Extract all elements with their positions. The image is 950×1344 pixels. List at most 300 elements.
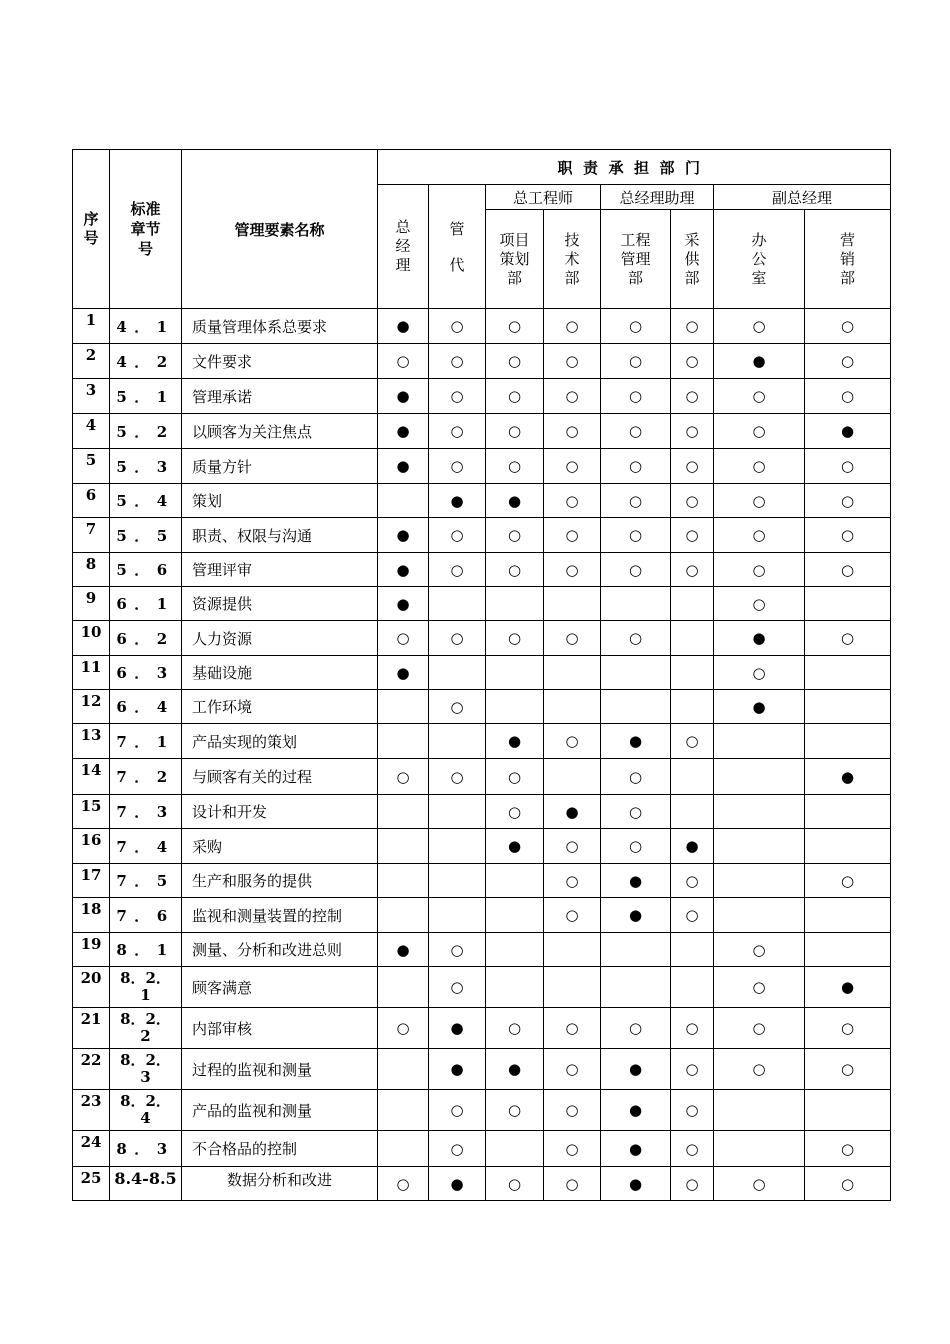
primary-responsibility-mark: ● <box>671 829 714 864</box>
empty-cell <box>429 795 486 829</box>
related-responsibility-mark: ○ <box>671 518 714 553</box>
related-responsibility-mark: ○ <box>429 621 486 656</box>
primary-responsibility-mark: ● <box>486 724 544 759</box>
related-responsibility-mark: ○ <box>544 1008 601 1049</box>
table-row <box>73 1049 891 1090</box>
empty-cell <box>378 1131 429 1167</box>
related-responsibility-mark: ○ <box>714 656 805 690</box>
related-responsibility-mark: ○ <box>429 553 486 587</box>
row-section: 6．1 <box>110 587 182 621</box>
empty-cell <box>601 690 671 724</box>
related-responsibility-mark: ○ <box>601 379 671 414</box>
related-responsibility-mark: ○ <box>429 309 486 344</box>
related-responsibility-mark: ○ <box>671 449 714 484</box>
empty-cell <box>714 1090 805 1131</box>
empty-cell <box>378 690 429 724</box>
related-responsibility-mark: ○ <box>805 1049 891 1090</box>
row-number: 8 <box>73 553 110 587</box>
primary-responsibility-mark: ● <box>601 898 671 933</box>
related-responsibility-mark: ○ <box>671 414 714 449</box>
empty-cell <box>378 967 429 1008</box>
related-responsibility-mark: ○ <box>429 1090 486 1131</box>
header-dept-title: 职责承担部门 <box>378 150 891 185</box>
row-element-name: 顾客满意 <box>182 967 378 1008</box>
empty-cell <box>378 864 429 898</box>
empty-cell <box>378 484 429 518</box>
related-responsibility-mark: ○ <box>601 1008 671 1049</box>
related-responsibility-mark: ○ <box>544 724 601 759</box>
empty-cell <box>601 656 671 690</box>
related-responsibility-mark: ○ <box>544 518 601 553</box>
related-responsibility-mark: ○ <box>671 484 714 518</box>
table-row <box>73 933 891 967</box>
related-responsibility-mark: ○ <box>601 484 671 518</box>
empty-cell <box>544 967 601 1008</box>
table-row <box>73 344 891 379</box>
row-section: 5．6 <box>110 553 182 587</box>
primary-responsibility-mark: ● <box>378 587 429 621</box>
empty-cell <box>714 898 805 933</box>
row-number: 11 <box>73 656 110 690</box>
related-responsibility-mark: ○ <box>429 933 486 967</box>
table-row <box>73 724 891 759</box>
related-responsibility-mark: ○ <box>486 759 544 795</box>
related-responsibility-mark: ○ <box>486 1090 544 1131</box>
related-responsibility-mark: ○ <box>805 449 891 484</box>
related-responsibility-mark: ○ <box>714 1167 805 1201</box>
table-row <box>73 553 891 587</box>
related-responsibility-mark: ○ <box>671 724 714 759</box>
row-number: 10 <box>73 621 110 656</box>
primary-responsibility-mark: ● <box>601 864 671 898</box>
empty-cell <box>378 1090 429 1131</box>
related-responsibility-mark: ○ <box>671 1008 714 1049</box>
empty-cell <box>378 724 429 759</box>
related-responsibility-mark: ○ <box>671 898 714 933</box>
primary-responsibility-mark: ● <box>378 449 429 484</box>
empty-cell <box>544 656 601 690</box>
related-responsibility-mark: ○ <box>714 518 805 553</box>
row-element-name: 不合格品的控制 <box>182 1131 378 1167</box>
matrix-body <box>73 309 891 1201</box>
related-responsibility-mark: ○ <box>714 484 805 518</box>
related-responsibility-mark: ○ <box>486 379 544 414</box>
empty-cell <box>805 795 891 829</box>
row-element-name: 产品的监视和测量 <box>182 1090 378 1131</box>
row-element-name: 基础设施 <box>182 656 378 690</box>
empty-cell <box>486 967 544 1008</box>
row-element-name: 内部审核 <box>182 1008 378 1049</box>
related-responsibility-mark: ○ <box>671 1131 714 1167</box>
header-dept-technical: 技 术 部 <box>544 210 601 309</box>
table-row <box>73 379 891 414</box>
row-element-name: 以顾客为关注焦点 <box>182 414 378 449</box>
empty-cell <box>714 724 805 759</box>
related-responsibility-mark: ○ <box>429 967 486 1008</box>
row-section: 4．1 <box>110 309 182 344</box>
row-number: 2 <box>73 344 110 379</box>
row-element-name: 测量、分析和改进总则 <box>182 933 378 967</box>
header-dept-engineering-mgmt: 工程 管理 部 <box>601 210 671 309</box>
primary-responsibility-mark: ● <box>714 621 805 656</box>
related-responsibility-mark: ○ <box>601 553 671 587</box>
primary-responsibility-mark: ● <box>544 795 601 829</box>
related-responsibility-mark: ○ <box>671 1167 714 1201</box>
primary-responsibility-mark: ● <box>601 1049 671 1090</box>
related-responsibility-mark: ○ <box>378 344 429 379</box>
row-section: 5．4 <box>110 484 182 518</box>
row-number: 5 <box>73 449 110 484</box>
related-responsibility-mark: ○ <box>671 864 714 898</box>
related-responsibility-mark: ○ <box>671 553 714 587</box>
row-number: 23 <box>73 1090 110 1131</box>
empty-cell <box>544 690 601 724</box>
empty-cell <box>601 587 671 621</box>
row-section: 4．2 <box>110 344 182 379</box>
related-responsibility-mark: ○ <box>544 621 601 656</box>
empty-cell <box>429 587 486 621</box>
header-seq: 序 号 <box>73 150 110 309</box>
table-row <box>73 587 891 621</box>
related-responsibility-mark: ○ <box>714 933 805 967</box>
primary-responsibility-mark: ● <box>429 1008 486 1049</box>
primary-responsibility-mark: ● <box>429 1049 486 1090</box>
row-element-name: 质量管理体系总要求 <box>182 309 378 344</box>
row-section: 7．5 <box>110 864 182 898</box>
row-number: 24 <box>73 1131 110 1167</box>
empty-cell <box>486 898 544 933</box>
related-responsibility-mark: ○ <box>544 1049 601 1090</box>
table-row <box>73 449 891 484</box>
table-row <box>73 414 891 449</box>
empty-cell <box>486 933 544 967</box>
related-responsibility-mark: ○ <box>805 1131 891 1167</box>
row-section: 5．5 <box>110 518 182 553</box>
row-number: 19 <box>73 933 110 967</box>
primary-responsibility-mark: ● <box>601 1167 671 1201</box>
empty-cell <box>805 933 891 967</box>
row-section: 7．3 <box>110 795 182 829</box>
row-number: 25 <box>73 1167 110 1201</box>
row-section: 8．2． 4 <box>110 1090 182 1131</box>
related-responsibility-mark: ○ <box>429 518 486 553</box>
table-row <box>73 829 891 864</box>
empty-cell <box>429 724 486 759</box>
row-element-name: 采购 <box>182 829 378 864</box>
related-responsibility-mark: ○ <box>601 309 671 344</box>
related-responsibility-mark: ○ <box>378 1008 429 1049</box>
empty-cell <box>671 690 714 724</box>
related-responsibility-mark: ○ <box>601 518 671 553</box>
row-element-name: 管理承诺 <box>182 379 378 414</box>
related-responsibility-mark: ○ <box>805 553 891 587</box>
row-section: 8．2． 3 <box>110 1049 182 1090</box>
row-element-name: 策划 <box>182 484 378 518</box>
row-section: 7．4 <box>110 829 182 864</box>
empty-cell <box>544 587 601 621</box>
empty-cell <box>671 587 714 621</box>
primary-responsibility-mark: ● <box>805 414 891 449</box>
related-responsibility-mark: ○ <box>805 1167 891 1201</box>
related-responsibility-mark: ○ <box>544 449 601 484</box>
empty-cell <box>671 621 714 656</box>
related-responsibility-mark: ○ <box>486 795 544 829</box>
related-responsibility-mark: ○ <box>429 379 486 414</box>
related-responsibility-mark: ○ <box>671 1049 714 1090</box>
related-responsibility-mark: ○ <box>544 829 601 864</box>
row-element-name: 产品实现的策划 <box>182 724 378 759</box>
row-section: 6．2 <box>110 621 182 656</box>
related-responsibility-mark: ○ <box>805 864 891 898</box>
empty-cell <box>486 656 544 690</box>
row-section: 5．1 <box>110 379 182 414</box>
related-responsibility-mark: ○ <box>378 759 429 795</box>
header-element-name: 管理要素名称 <box>182 150 378 309</box>
row-number: 16 <box>73 829 110 864</box>
primary-responsibility-mark: ● <box>486 1049 544 1090</box>
empty-cell <box>805 829 891 864</box>
related-responsibility-mark: ○ <box>671 1090 714 1131</box>
primary-responsibility-mark: ● <box>805 967 891 1008</box>
related-responsibility-mark: ○ <box>544 309 601 344</box>
empty-cell <box>378 795 429 829</box>
related-responsibility-mark: ○ <box>429 344 486 379</box>
related-responsibility-mark: ○ <box>805 379 891 414</box>
row-number: 12 <box>73 690 110 724</box>
related-responsibility-mark: ○ <box>805 344 891 379</box>
related-responsibility-mark: ○ <box>486 309 544 344</box>
primary-responsibility-mark: ● <box>601 1090 671 1131</box>
row-number: 21 <box>73 1008 110 1049</box>
empty-cell <box>544 933 601 967</box>
empty-cell <box>671 759 714 795</box>
empty-cell <box>671 795 714 829</box>
row-element-name: 职责、权限与沟通 <box>182 518 378 553</box>
row-element-name: 设计和开发 <box>182 795 378 829</box>
related-responsibility-mark: ○ <box>486 553 544 587</box>
header-group-deputy-gm: 副总经理 <box>714 185 891 210</box>
related-responsibility-mark: ○ <box>544 1167 601 1201</box>
related-responsibility-mark: ○ <box>601 795 671 829</box>
related-responsibility-mark: ○ <box>714 414 805 449</box>
empty-cell <box>378 829 429 864</box>
empty-cell <box>601 967 671 1008</box>
row-section: 8.4-8.5 <box>110 1167 182 1201</box>
row-section: 5．3 <box>110 449 182 484</box>
empty-cell <box>378 1049 429 1090</box>
related-responsibility-mark: ○ <box>486 449 544 484</box>
related-responsibility-mark: ○ <box>544 379 601 414</box>
row-section: 8．2． 1 <box>110 967 182 1008</box>
related-responsibility-mark: ○ <box>429 414 486 449</box>
primary-responsibility-mark: ● <box>378 933 429 967</box>
primary-responsibility-mark: ● <box>714 344 805 379</box>
related-responsibility-mark: ○ <box>601 414 671 449</box>
row-element-name: 过程的监视和测量 <box>182 1049 378 1090</box>
empty-cell <box>544 759 601 795</box>
primary-responsibility-mark: ● <box>378 309 429 344</box>
row-number: 9 <box>73 587 110 621</box>
primary-responsibility-mark: ● <box>378 414 429 449</box>
related-responsibility-mark: ○ <box>805 621 891 656</box>
row-number: 4 <box>73 414 110 449</box>
empty-cell <box>671 656 714 690</box>
related-responsibility-mark: ○ <box>671 309 714 344</box>
row-number: 14 <box>73 759 110 795</box>
empty-cell <box>486 587 544 621</box>
empty-cell <box>714 759 805 795</box>
table-row <box>73 621 891 656</box>
empty-cell <box>429 898 486 933</box>
related-responsibility-mark: ○ <box>544 1090 601 1131</box>
row-element-name: 监视和测量装置的控制 <box>182 898 378 933</box>
table-row <box>73 1090 891 1131</box>
empty-cell <box>714 1131 805 1167</box>
empty-cell <box>429 864 486 898</box>
row-element-name: 文件要求 <box>182 344 378 379</box>
empty-cell <box>805 690 891 724</box>
related-responsibility-mark: ○ <box>429 759 486 795</box>
empty-cell <box>429 656 486 690</box>
row-element-name: 人力资源 <box>182 621 378 656</box>
primary-responsibility-mark: ● <box>378 656 429 690</box>
empty-cell <box>714 864 805 898</box>
row-element-name: 数据分析和改进 <box>182 1167 378 1201</box>
row-section: 6．3 <box>110 656 182 690</box>
primary-responsibility-mark: ● <box>601 724 671 759</box>
primary-responsibility-mark: ● <box>805 759 891 795</box>
primary-responsibility-mark: ● <box>378 553 429 587</box>
empty-cell <box>714 795 805 829</box>
table-row <box>73 967 891 1008</box>
empty-cell <box>671 967 714 1008</box>
related-responsibility-mark: ○ <box>671 344 714 379</box>
related-responsibility-mark: ○ <box>544 864 601 898</box>
empty-cell <box>378 898 429 933</box>
related-responsibility-mark: ○ <box>671 379 714 414</box>
related-responsibility-mark: ○ <box>544 414 601 449</box>
empty-cell <box>714 829 805 864</box>
table-row <box>73 518 891 553</box>
related-responsibility-mark: ○ <box>714 309 805 344</box>
primary-responsibility-mark: ● <box>714 690 805 724</box>
related-responsibility-mark: ○ <box>601 344 671 379</box>
row-element-name: 资源提供 <box>182 587 378 621</box>
header-section: 标准 章节 号 <box>110 150 182 309</box>
related-responsibility-mark: ○ <box>486 344 544 379</box>
empty-cell <box>671 933 714 967</box>
header-dept-procurement: 采 供 部 <box>671 210 714 309</box>
related-responsibility-mark: ○ <box>601 759 671 795</box>
related-responsibility-mark: ○ <box>486 518 544 553</box>
primary-responsibility-mark: ● <box>378 518 429 553</box>
row-element-name: 质量方针 <box>182 449 378 484</box>
header-dept-marketing: 营 销 部 <box>805 210 891 309</box>
related-responsibility-mark: ○ <box>805 309 891 344</box>
table-row <box>73 484 891 518</box>
header-dept-general-manager: 总 经 理 <box>378 185 429 309</box>
header-group-chief-engineer: 总工程师 <box>486 185 601 210</box>
row-section: 7．2 <box>110 759 182 795</box>
table-row <box>73 795 891 829</box>
related-responsibility-mark: ○ <box>486 414 544 449</box>
empty-cell <box>486 1131 544 1167</box>
empty-cell <box>805 898 891 933</box>
row-number: 7 <box>73 518 110 553</box>
related-responsibility-mark: ○ <box>714 587 805 621</box>
related-responsibility-mark: ○ <box>544 344 601 379</box>
related-responsibility-mark: ○ <box>714 1049 805 1090</box>
related-responsibility-mark: ○ <box>714 379 805 414</box>
related-responsibility-mark: ○ <box>429 690 486 724</box>
row-element-name: 生产和服务的提供 <box>182 864 378 898</box>
table-row <box>73 690 891 724</box>
table-row <box>73 656 891 690</box>
primary-responsibility-mark: ● <box>378 379 429 414</box>
row-element-name: 管理评审 <box>182 553 378 587</box>
primary-responsibility-mark: ● <box>486 829 544 864</box>
related-responsibility-mark: ○ <box>544 553 601 587</box>
related-responsibility-mark: ○ <box>486 1167 544 1201</box>
table-row <box>73 864 891 898</box>
related-responsibility-mark: ○ <box>429 449 486 484</box>
related-responsibility-mark: ○ <box>486 621 544 656</box>
related-responsibility-mark: ○ <box>714 1008 805 1049</box>
table-row <box>73 309 891 344</box>
empty-cell <box>486 690 544 724</box>
related-responsibility-mark: ○ <box>429 1131 486 1167</box>
row-number: 3 <box>73 379 110 414</box>
related-responsibility-mark: ○ <box>714 553 805 587</box>
row-number: 1 <box>73 309 110 344</box>
table-row <box>73 1131 891 1167</box>
related-responsibility-mark: ○ <box>378 1167 429 1201</box>
responsibility-matrix-table <box>72 149 891 1201</box>
related-responsibility-mark: ○ <box>486 1008 544 1049</box>
primary-responsibility-mark: ● <box>429 484 486 518</box>
row-section: 6．4 <box>110 690 182 724</box>
primary-responsibility-mark: ● <box>429 1167 486 1201</box>
related-responsibility-mark: ○ <box>544 898 601 933</box>
empty-cell <box>805 587 891 621</box>
header-dept-management-rep: 管 代 <box>429 185 486 309</box>
related-responsibility-mark: ○ <box>601 829 671 864</box>
header-group-gm-assistant: 总经理助理 <box>601 185 714 210</box>
table-row <box>73 1008 891 1049</box>
related-responsibility-mark: ○ <box>805 484 891 518</box>
row-section: 7．1 <box>110 724 182 759</box>
related-responsibility-mark: ○ <box>805 1008 891 1049</box>
row-number: 17 <box>73 864 110 898</box>
row-number: 6 <box>73 484 110 518</box>
row-number: 13 <box>73 724 110 759</box>
primary-responsibility-mark: ● <box>486 484 544 518</box>
row-element-name: 工作环境 <box>182 690 378 724</box>
related-responsibility-mark: ○ <box>714 449 805 484</box>
table-row <box>73 1167 891 1201</box>
table-row <box>73 759 891 795</box>
primary-responsibility-mark: ● <box>601 1131 671 1167</box>
empty-cell <box>429 829 486 864</box>
row-section: 5．2 <box>110 414 182 449</box>
row-section: 8．3 <box>110 1131 182 1167</box>
related-responsibility-mark: ○ <box>805 518 891 553</box>
related-responsibility-mark: ○ <box>378 621 429 656</box>
row-number: 15 <box>73 795 110 829</box>
related-responsibility-mark: ○ <box>544 484 601 518</box>
empty-cell <box>805 1090 891 1131</box>
related-responsibility-mark: ○ <box>601 449 671 484</box>
